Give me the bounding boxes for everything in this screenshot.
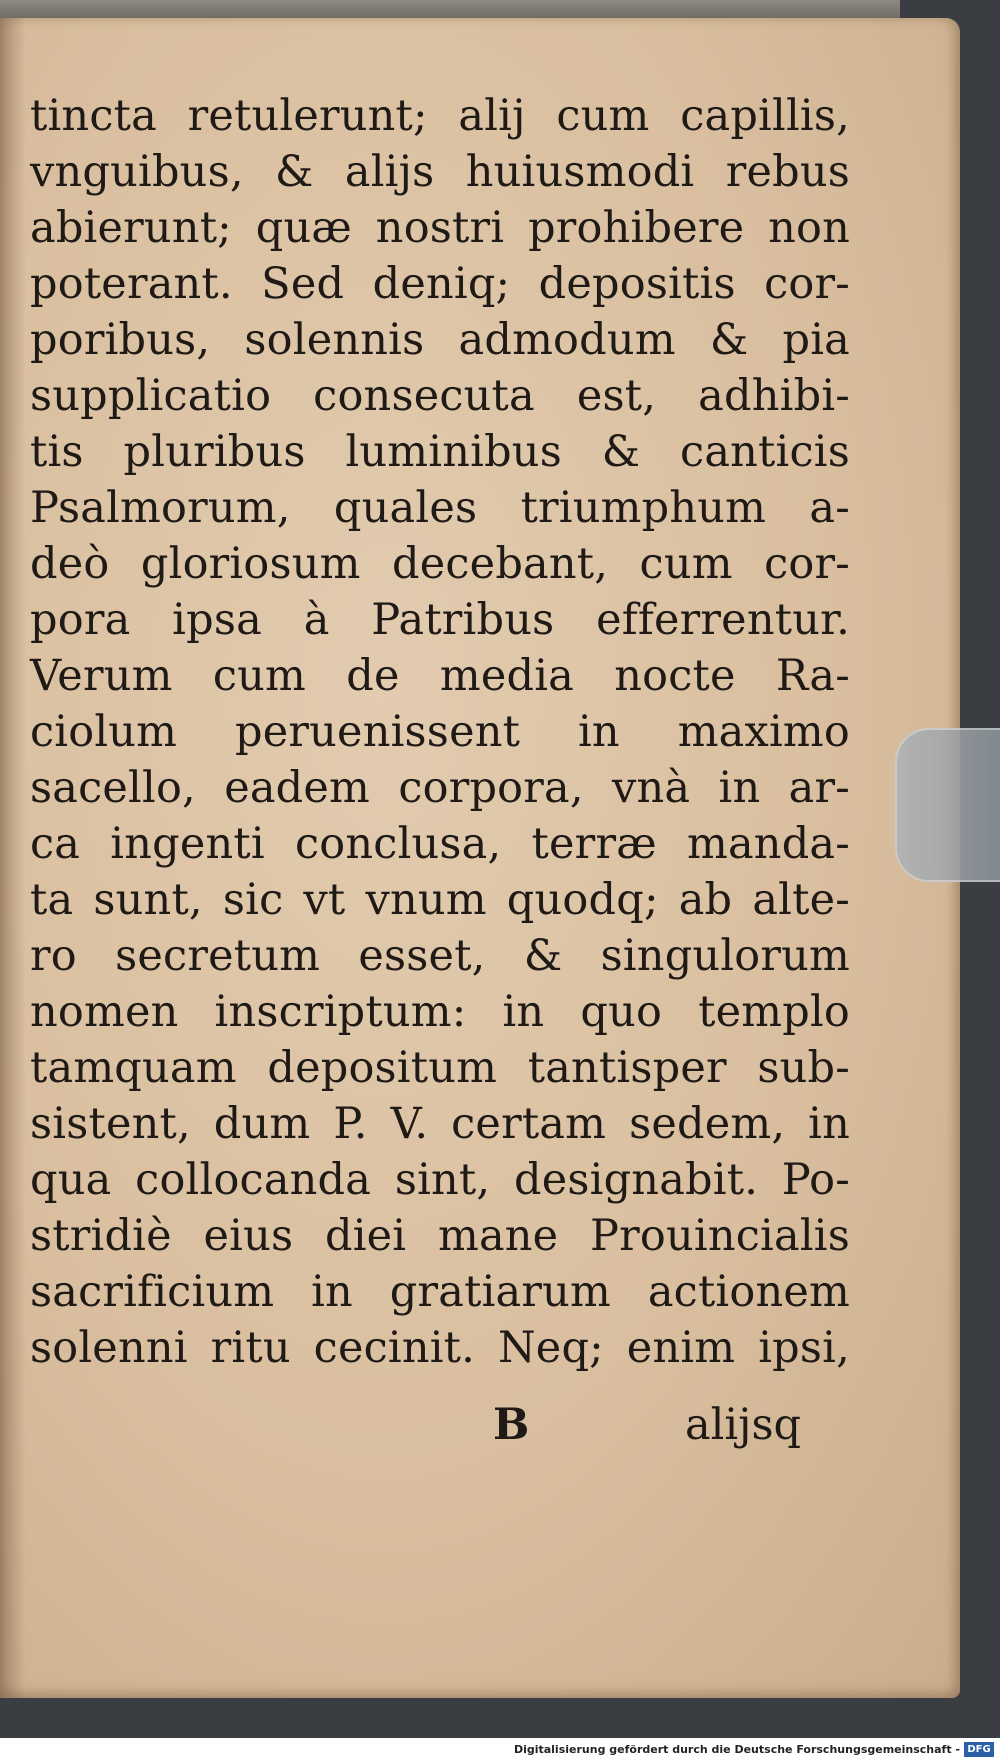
page-footer-line (0, 1400, 1000, 1460)
text-line: supplicatio consecuta est, adhibi- (30, 371, 850, 421)
text-line: ta sunt, sic vt vnum quodq; ab alte- (30, 875, 850, 925)
text-line: tamquam depositum tantisper sub- (30, 1043, 850, 1093)
digitization-footer (0, 1738, 1000, 1760)
text-line: ciolum peruenissent in maximo (30, 707, 850, 757)
book-top-edge (0, 0, 900, 20)
text-line: qua collocanda sint, designabit. Po- (30, 1155, 850, 1205)
funding-credit: Digitalisierung gefördert durch die Deutsche Forschungsgemeinschaft - (513, 1743, 960, 1756)
signature-mark: B (493, 1400, 530, 1450)
text-line: sacrificium in gratiarum actionem (30, 1267, 850, 1317)
text-line: poribus, solennis admodum & pia (30, 315, 850, 365)
text-line: poterant. Sed deniq; depositis cor- (30, 259, 850, 309)
text-line: sacello, eadem corpora, vnà in ar- (30, 763, 850, 813)
catchword: alijsq (685, 1400, 802, 1450)
text-line: tincta retulerunt; alij cum capillis, (30, 91, 850, 141)
text-line: vnguibus, & alijs huiusmodi rebus (30, 147, 850, 197)
text-line: stridiè eius diei mane Prouincialis (30, 1211, 850, 1261)
text-line: deò gloriosum decebant, cum cor- (30, 539, 850, 589)
text-line: ca ingenti conclusa, terræ manda- (30, 819, 850, 869)
text-line: abierunt; quæ nostri prohibere non (30, 203, 850, 253)
text-line: nomen inscriptum: in quo templo (30, 987, 850, 1037)
text-line: ro secretum esset, & singulorum (30, 931, 850, 981)
text-line: solenni ritu cecinit. Neq; enim ipsi, (30, 1323, 850, 1373)
text-line: pora ipsa à Patribus efferrentur. (30, 595, 850, 645)
text-line: sistent, dum P. V. certam sedem, in (30, 1099, 850, 1149)
page-text (30, 88, 850, 1376)
text-line: tis pluribus luminibus & canticis (30, 427, 850, 477)
page-clip (895, 728, 1000, 882)
dfg-logo: DFG (964, 1742, 994, 1757)
text-line: Psalmorum, quales triumphum a- (30, 483, 850, 533)
text-line: Verum cum de media nocte Ra- (30, 651, 850, 701)
